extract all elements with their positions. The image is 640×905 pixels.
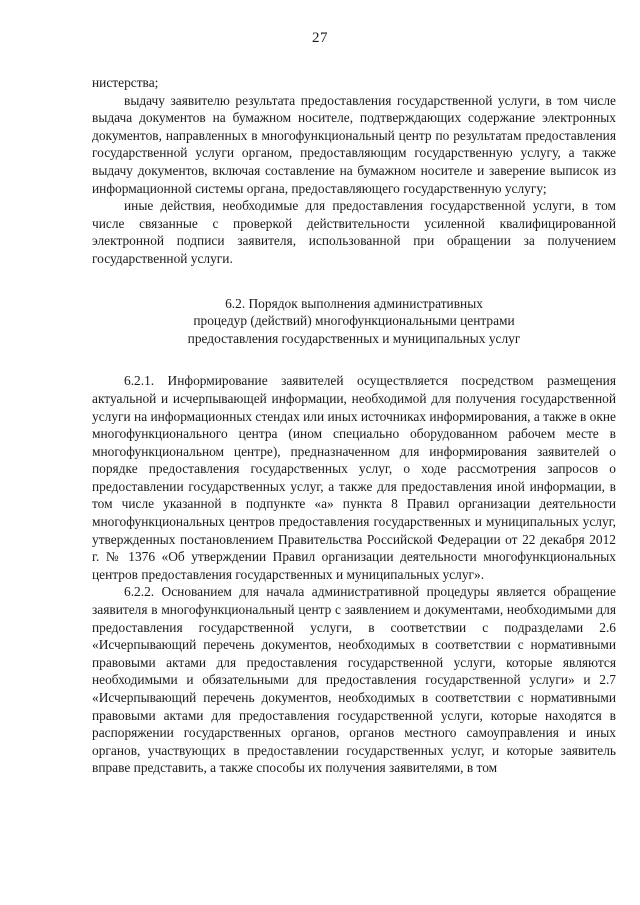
section-heading-line: процедур (действий) многофункциональными центрами — [193, 313, 515, 329]
paragraph-result-issuance: выдачу заявителю результата предоставления государственной услуги, в том числе выдача документов на бумажном носителе, подтверждающих содержание электронных документов, направленных в многофункциональный центр по результатам предоставления государственной услуги органом, предоставляющим государственную услугу, а также выдачу документов, включая составление на бумажном носителе и заверение выписок из информационной системы органа, предоставляющего государственную услугу; — [92, 92, 616, 196]
section-heading-line: 6.2. Порядок выполнения административных — [225, 295, 483, 311]
paragraph-continuation: нистерства; — [92, 75, 159, 90]
page-number: 27 — [312, 30, 328, 46]
paragraph-6-2-2: 6.2.2. Основанием для начала административной процедуры является обращение заявителя в многофункциональный центр с заявлением и документами, необходимыми для предоставления государственной услуги, в соответствии с подразделами 2.6 «Исчерпывающий перечень документов, необходимых в соответствии с нормативными правовыми актами для предоставления государственной услуги, которые являются необходимыми и обязательными для предоставления государственной услуги» и 2.7 «Исчерпывающий перечень документов, необходимых в соответствии с нормативными правовыми актами для предоставления государственной услуги, которые находятся в распоряжении государственных органов, органов местного самоуправления и иных органов, участвующих в предоставлении государственных услуг, и которые заявитель вправе представить, а также способы их получения заявителями, в том — [92, 584, 616, 776]
document-body — [92, 74, 616, 777]
paragraph-other-actions: иные действия, необходимые для предоставления государственной услуги, в том числе связанные с проверкой действительности усиленной квалифицированной электронной подписи заявителя, использованной при обращении за получением государственной услуги. — [92, 198, 616, 266]
section-heading — [92, 295, 616, 348]
paragraph-6-2-1: 6.2.1. Информирование заявителей осуществляется посредством размещения актуальной и исчерпывающей информации, необходимой для получения государственной услуги на информационных стендах или иных источниках информирования, а также в окне многофункционального центра (ином специально оборудованном рабочем месте в многофункциональном центре), предназначенном для информирования заявителей о порядке предоставления государственных услуг, о ходе рассмотрения запросов о предоставлении государственных услуг, а также для предоставления иной информации, в том числе указанной в подпункте «а» пункта 8 Правил организации деятельности многофункциональных центров предоставления государственных и муниципальных услуг, утвержденных постановлением Правительства Российской Федерации от 22 декабря 2012 г. № 1376 «Об утверждении Правил организации деятельности многофункциональных центров предоставления государственных и муниципальных услуг». — [92, 373, 616, 582]
section-heading-line: предоставления государственных и муниципальных услуг — [187, 330, 521, 346]
